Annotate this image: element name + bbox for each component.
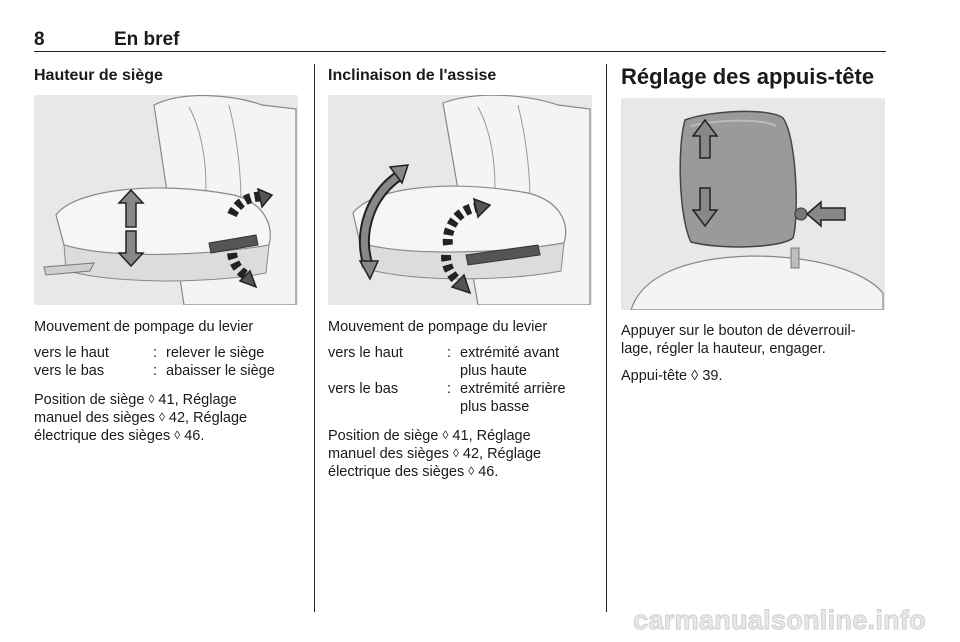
ref-text: Position de siège bbox=[328, 428, 443, 444]
column-divider bbox=[314, 64, 315, 612]
paragraph-line: lage, régler la hauteur, engager. bbox=[621, 341, 826, 357]
column-divider bbox=[606, 64, 607, 612]
column-seat-tilt bbox=[328, 66, 594, 481]
definition-desc: relever le siège bbox=[166, 345, 265, 361]
definition-row bbox=[328, 344, 594, 380]
definition-desc-line: plus basse bbox=[460, 399, 530, 415]
definition-term: vers le bas bbox=[34, 363, 105, 379]
ref-symbol-icon: ◊ bbox=[468, 464, 475, 478]
definition-colon: : bbox=[447, 381, 452, 397]
ref-link[interactable]: 42, Réglage bbox=[458, 446, 542, 462]
definition-desc-line: extrémité arrière bbox=[460, 381, 566, 397]
section-heading: Réglage des appuis-tête bbox=[621, 64, 875, 89]
definition-desc bbox=[460, 380, 594, 416]
ref-text: électrique des sièges bbox=[328, 464, 469, 480]
header-rule bbox=[34, 51, 886, 52]
seat-tilt-illustration bbox=[328, 95, 592, 305]
ref-text: électrique des sièges bbox=[34, 428, 175, 444]
section-heading: Hauteur de siège bbox=[34, 67, 163, 84]
paragraph bbox=[621, 322, 887, 358]
definition-list bbox=[328, 344, 594, 416]
watermark: carmanualsonline.info bbox=[633, 605, 926, 635]
definition-colon: : bbox=[153, 345, 158, 361]
definition-row bbox=[34, 344, 300, 362]
definition-term: vers le bas bbox=[328, 381, 399, 397]
definition-desc-line: plus haute bbox=[460, 363, 527, 379]
ref-link[interactable]: 42, Réglage bbox=[164, 410, 248, 426]
definition-row bbox=[34, 362, 300, 380]
section-heading: Inclinaison de l'assise bbox=[328, 67, 497, 84]
ref-symbol-icon: ◊ bbox=[442, 428, 449, 442]
definition-desc-line: extrémité avant bbox=[460, 345, 560, 361]
definition-colon: : bbox=[447, 345, 452, 361]
definition-list bbox=[34, 344, 300, 380]
page-number: 8 bbox=[34, 29, 45, 50]
ref-text: manuel des sièges bbox=[328, 446, 453, 462]
headrest-illustration bbox=[621, 98, 885, 310]
ref-symbol-icon: ◊ bbox=[691, 368, 699, 384]
ref-link[interactable]: 46. bbox=[180, 428, 205, 444]
ref-link[interactable]: 46. bbox=[474, 464, 499, 480]
ref-symbol-icon: ◊ bbox=[174, 428, 181, 442]
definition-term: vers le haut bbox=[328, 345, 403, 361]
ref-link[interactable]: 41, Réglage bbox=[154, 392, 237, 408]
ref-link[interactable]: 41, Réglage bbox=[448, 428, 531, 444]
intro-text: Mouvement de pompage du levier bbox=[34, 319, 254, 335]
ref-symbol-icon: ◊ bbox=[452, 446, 459, 460]
definition-desc: abaisser le siège bbox=[166, 363, 275, 379]
cross-references bbox=[34, 391, 300, 445]
seat-height-illustration bbox=[34, 95, 298, 305]
ref-symbol-icon: ◊ bbox=[158, 410, 165, 424]
intro-text: Mouvement de pompage du levier bbox=[328, 319, 548, 335]
cross-references bbox=[328, 427, 594, 481]
ref-text: Appui-tête bbox=[621, 368, 692, 384]
definition-colon: : bbox=[153, 363, 158, 379]
definition-term: vers le haut bbox=[34, 345, 109, 361]
ref-text: manuel des sièges bbox=[34, 410, 159, 426]
chapter-title: En bref bbox=[114, 29, 180, 50]
cross-reference bbox=[621, 367, 887, 385]
definition-desc bbox=[460, 344, 594, 380]
definition-row bbox=[328, 380, 594, 416]
paragraph-line: Appuyer sur le bouton de déverrouil- bbox=[621, 323, 856, 339]
column-headrest bbox=[621, 66, 887, 385]
ref-link[interactable]: 39. bbox=[698, 368, 723, 384]
ref-symbol-icon: ◊ bbox=[148, 392, 155, 406]
column-seat-height bbox=[34, 66, 300, 445]
ref-text: Position de siège bbox=[34, 392, 149, 408]
